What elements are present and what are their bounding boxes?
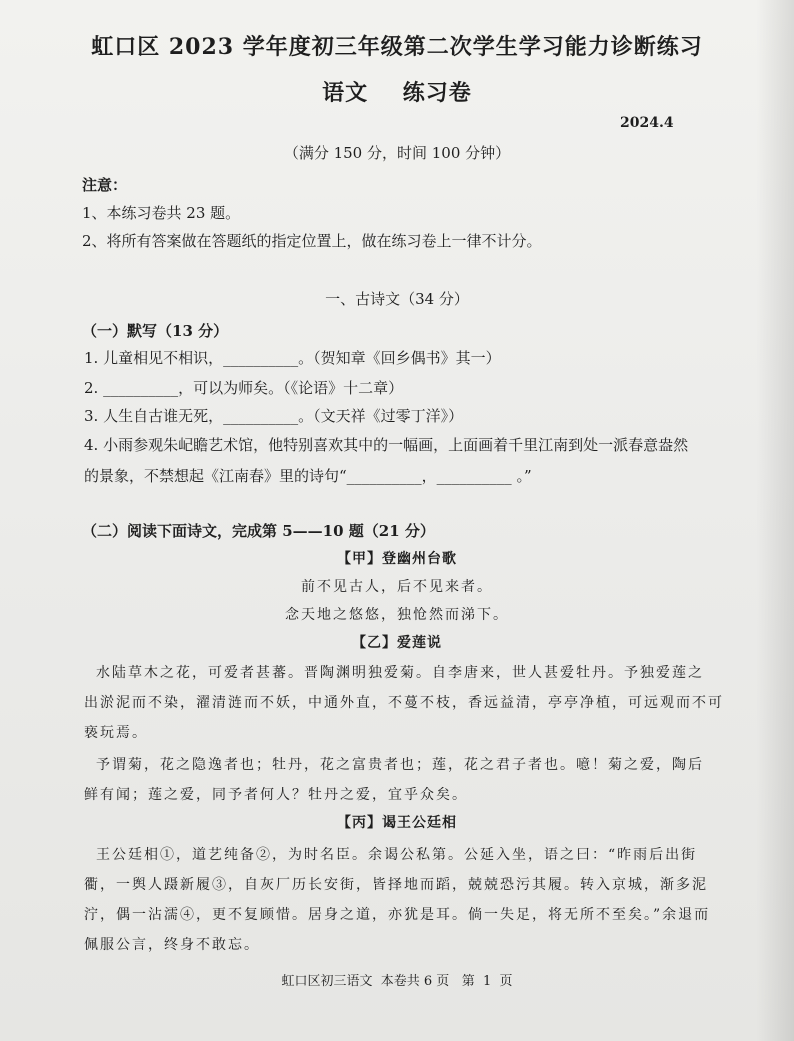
score-info: （满分 150 分，时间 100 分钟） bbox=[283, 144, 511, 162]
text-yi-line: 亵玩焉。 bbox=[84, 725, 148, 741]
poem-jia-title: 【甲】登幽州台歌 bbox=[337, 551, 457, 567]
poem-jia-line: 前不见古人，后不见来者。 bbox=[301, 579, 493, 595]
question-3: 3. 人生自古谁无死，__________。（文天祥《过零丁洋》） bbox=[84, 407, 464, 425]
text-bing-line: 泞，偶一沾濡④，更不复顾惜。居身之道，亦犹是耳。倘一失足，将无所不至矣。”余退而 bbox=[84, 907, 711, 923]
section-heading: 一、古诗文（34 分） bbox=[325, 290, 469, 308]
part1-heading: （一）默写（13 分） bbox=[82, 322, 229, 340]
question-4-cont: 的景象，不禁想起《江南春》里的诗句“__________，__________ 。” bbox=[84, 467, 532, 485]
text-bing-line: 佩服公言，终身不敢忘。 bbox=[84, 937, 260, 953]
page-footer: 虹口区初三语文 本卷共 6 页 第 1 页 bbox=[281, 974, 513, 989]
text-bing-line: 王公廷相①，道艺纯备②，为时名臣。余谒公私第。公延入坐，语之曰：“昨雨后出街 bbox=[96, 847, 698, 863]
exam-subtitle: 语文 练习卷 bbox=[322, 80, 472, 106]
question-1: 1. 儿童相见不相识，__________。（贺知章《回乡偶书》其一） bbox=[84, 349, 501, 367]
text-yi-line: 鲜有闻；莲之爱，同予者何人？牡丹之爱，宜乎众矣。 bbox=[84, 787, 468, 803]
text-yi-line: 出淤泥而不染，濯清涟而不妖，中通外直，不蔓不枝，香远益清，亭亭净植，可远观而不可 bbox=[84, 695, 724, 711]
exam-date: 2024.4 bbox=[620, 115, 674, 131]
notice-heading: 注意： bbox=[82, 176, 128, 194]
part2-heading: （二）阅读下面诗文，完成第 5——10 题（21 分） bbox=[82, 522, 435, 540]
poem-jia-line: 念天地之悠悠，独怆然而涕下。 bbox=[285, 607, 509, 623]
text-yi-line: 水陆草木之花，可爱者甚蕃。晋陶渊明独爱菊。自李唐来，世人甚爱牡丹。予独爱莲之 bbox=[96, 665, 704, 681]
text-yi-line: 予谓菊，花之隐逸者也；牡丹，花之富贵者也；莲，花之君子者也。噫！菊之爱，陶后 bbox=[96, 757, 704, 773]
notice-item: 2、将所有答案做在答题纸的指定位置上，做在练习卷上一律不计分。 bbox=[82, 232, 542, 250]
exam-title: 虹口区 2023 学年度初三年级第二次学生学习能力诊断练习 bbox=[91, 34, 703, 60]
question-2: 2. __________，可以为师矣。（《论语》十二章） bbox=[84, 379, 404, 397]
text-bing-line: 衢，一舆人蹑新履③，自灰厂历长安街，皆择地而蹈，兢兢恐污其履。转入京城，渐多泥 bbox=[84, 877, 708, 893]
question-4: 4. 小雨参观朱屺瞻艺术馆，他特别喜欢其中的一幅画，上面画着千里江南到处一派春意盎然 bbox=[84, 436, 689, 454]
text-yi-title: 【乙】爱莲说 bbox=[352, 635, 442, 651]
text-bing-title: 【丙】谒王公廷相 bbox=[337, 815, 457, 831]
notice-item: 1、本练习卷共 23 题。 bbox=[82, 204, 241, 222]
